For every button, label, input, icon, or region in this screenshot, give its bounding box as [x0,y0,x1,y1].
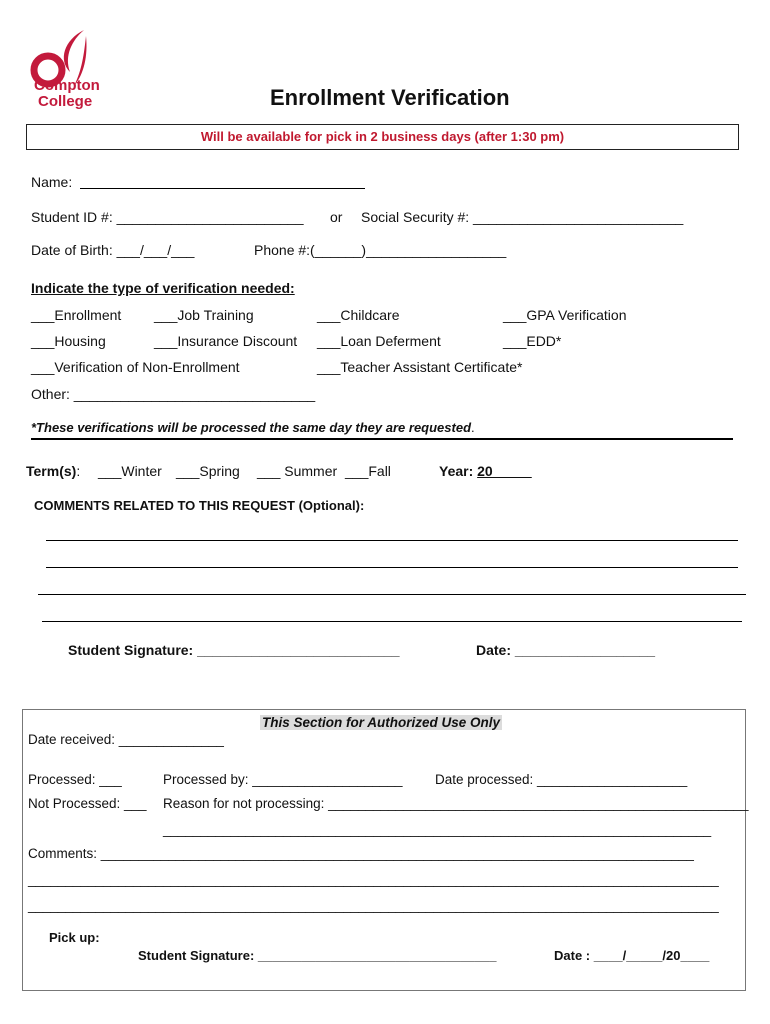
footnote-period: . [471,420,475,435]
option-job-training[interactable]: ___Job Training [154,307,254,323]
comments-field[interactable]: Comments: _______________________________________________________________________________ [28,846,694,861]
not-processed-field[interactable]: Not Processed: ___ [28,796,147,811]
year-value[interactable]: 20_____ [477,463,532,479]
date-processed-field[interactable]: Date processed: ____________________ [435,772,688,787]
comments-line-2[interactable]: ____________________________________________________________________________________________ [28,872,719,887]
term-spring[interactable]: ___Spring [176,463,240,479]
option-non-enrollment[interactable]: ___Verification of Non-Enrollment [31,359,240,375]
dob-field[interactable]: Date of Birth: ___/___/___ [31,242,195,258]
pickup-notice: Will be available for pick in 2 business days (after 1:30 pm) [200,129,565,144]
term-colon: : [76,463,81,479]
authorized-title: This Section for Authorized Use Only [262,715,501,730]
comment-line-1[interactable] [46,540,738,541]
comments-heading: COMMENTS RELATED TO THIS REQUEST (Optional): [34,498,365,513]
option-teacher-assistant[interactable]: ___Teacher Assistant Certificate* [317,359,523,375]
year-label: Year: [439,463,474,479]
phone-field[interactable]: Phone #:(______)__________________ [254,242,507,258]
option-edd[interactable]: ___EDD* [503,333,562,349]
student-id-field[interactable]: Student ID #: ________________________ [31,209,304,225]
comments-line-3[interactable]: ____________________________________________________________________________________________ [28,898,719,913]
option-childcare[interactable]: ___Childcare [317,307,400,323]
processed-field[interactable]: Processed: ___ [28,772,122,787]
other-field[interactable]: Other: _______________________________ [31,386,316,402]
term-row [26,463,80,479]
term-winter[interactable]: ___Winter [98,463,162,479]
or-label: or [330,209,343,225]
pickup-date-field[interactable]: Date : ____/_____/20____ [554,948,710,963]
logo-text-college: College [38,93,93,110]
option-insurance-discount[interactable]: ___Insurance Discount [154,333,298,349]
pickup-label: Pick up: [49,930,100,945]
authorized-section [22,709,749,991]
footnote [31,420,475,435]
pickup-signature-field[interactable]: Student Signature: _________________________________ [138,948,497,963]
name-input-line[interactable] [80,188,365,189]
year-field[interactable] [439,463,532,479]
ssn-field[interactable]: Social Security #: ___________________________ [361,209,684,225]
signature-date-field[interactable]: Date: __________________ [476,642,656,658]
comment-line-4[interactable] [42,621,742,622]
term-summer[interactable]: ___ Summer [257,463,338,479]
logo-text-compton: Compton [34,77,100,94]
term-fall[interactable]: ___Fall [345,463,391,479]
option-enrollment[interactable]: ___Enrollment [31,307,122,323]
name-label: Name: [31,174,73,190]
date-received-field[interactable]: Date received: ______________ [28,732,224,747]
processed-by-field[interactable]: Processed by: ____________________ [163,772,403,787]
college-logo [28,26,100,112]
term-label: Term(s) [26,463,77,479]
verification-heading: Indicate the type of verification needed: [31,280,295,296]
option-housing[interactable]: ___Housing [31,333,106,349]
comment-line-3[interactable] [38,594,746,595]
comment-line-2[interactable] [46,567,738,568]
option-gpa-verification[interactable]: ___GPA Verification [503,307,627,323]
student-signature-field[interactable]: Student Signature: __________________________ [68,642,400,658]
notice-box [26,124,739,150]
reason-field[interactable]: Reason for not processing: ________________________________________________________ [163,796,749,811]
option-loan-deferment[interactable]: ___Loan Deferment [317,333,441,349]
footnote-text: *These verifications will be processed the same day they are requested [31,420,472,435]
page-title: Enrollment Verification [270,85,510,110]
footnote-divider [31,438,733,440]
reason-continuation-line[interactable]: _________________________________________________________________________ [163,822,712,837]
